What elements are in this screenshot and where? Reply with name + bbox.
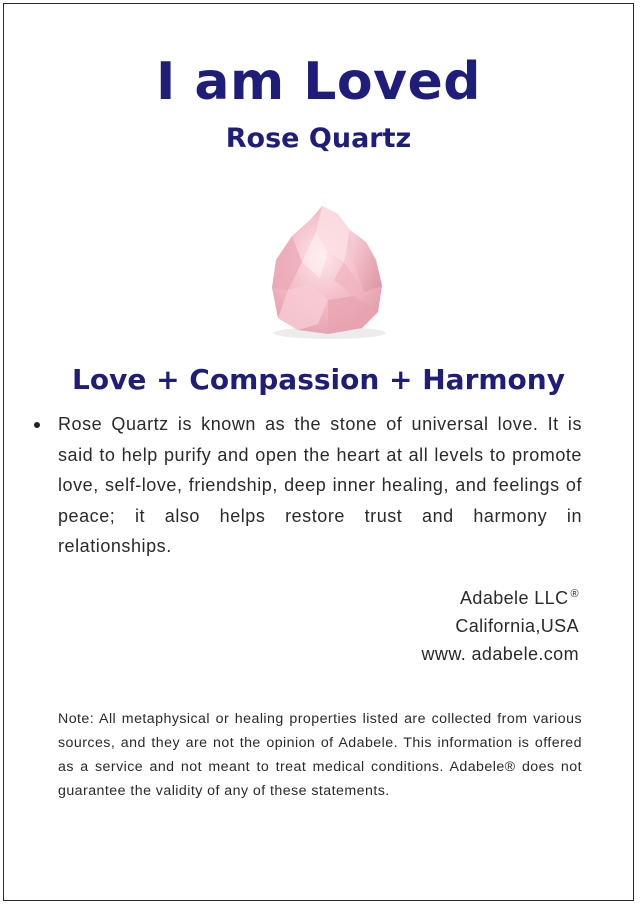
disclaimer-note: Note: All metaphysical or healing properties listed are collected from various sources, and they are not the opinion of Adabele. This information is offered as a service and not meant to treat medical conditions. Adabele® does not guarantee the validity of any of these statements. [58,711,582,799]
properties-heading: Love + Compassion + Harmony [72,363,565,396]
rose-quartz-crystal-image [258,200,398,345]
company-name-line [422,580,579,612]
registered-mark: ® [570,588,579,600]
company-name: Adabele LLC [460,588,569,608]
description-paragraph: Rose Quartz is known as the stone of universal love. It is said to help purify and open the heart at all levels to promote love, self-love, friendship, deep inner healing, and feelings of peace; it also helps restore trust and harmony in relationships. [58,414,582,556]
company-location: California,USA [455,616,579,636]
company-website: www. adabele.com [421,644,579,664]
card-subtitle: Rose Quartz [225,123,412,154]
bullet-icon [34,422,40,428]
company-block [422,580,579,668]
card-title: I am Loved [155,52,482,112]
